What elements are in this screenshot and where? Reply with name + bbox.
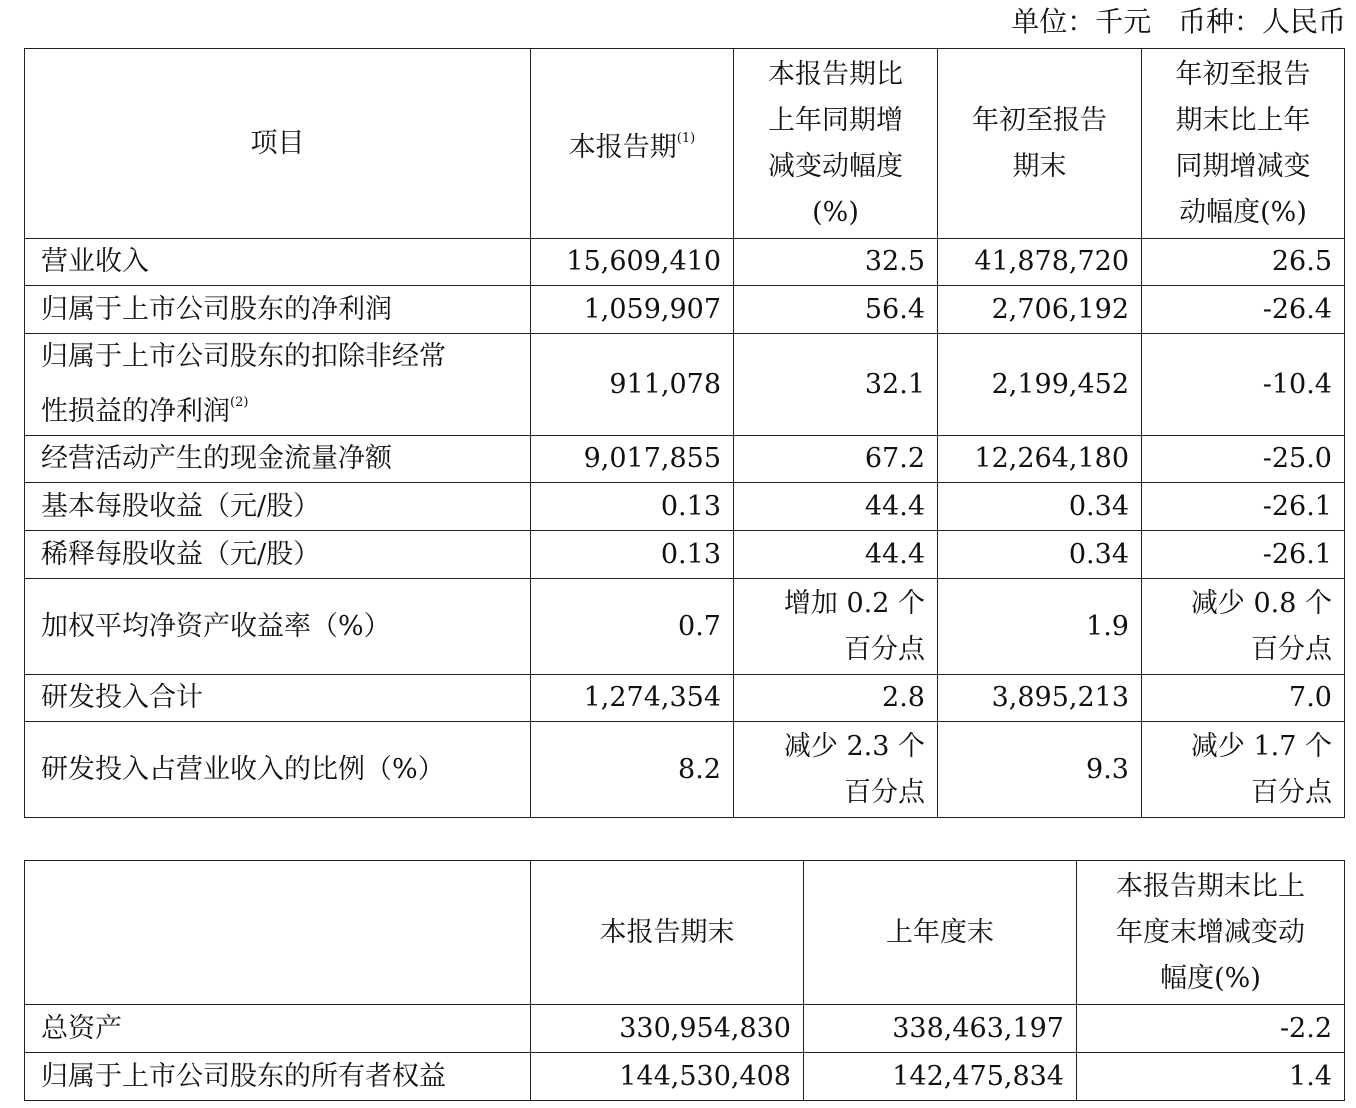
unit-currency-line: 单位：千元 币种：人民币 (1011, 5, 1346, 38)
current-value: 0.13 (531, 483, 734, 531)
row-label: 基本每股收益（元/股） (25, 483, 531, 531)
header-yoy-change: 本报告期比 上年同期增 减变动幅度 (%) (734, 49, 938, 239)
ytd-value: 2,199,452 (938, 334, 1142, 436)
balance-sheet-summary-table (24, 860, 1345, 1101)
yoy-value: 67.2 (734, 436, 938, 483)
ytd-value: 12,264,180 (938, 436, 1142, 483)
ytd-value: 9.3 (938, 722, 1142, 818)
change-value: 1.4 (1077, 1053, 1345, 1101)
ytd-value: 0.34 (938, 531, 1142, 579)
ytd-change-value: 26.5 (1142, 239, 1345, 286)
prior-year-end-value: 338,463,197 (804, 1005, 1077, 1053)
yoy-value: 44.4 (734, 483, 938, 531)
row-label: 营业收入 (25, 239, 531, 286)
footnote-marker: (2) (230, 395, 249, 410)
current-value: 0.7 (531, 579, 734, 675)
table-header-row (25, 49, 1345, 239)
table-row (25, 286, 1345, 334)
ytd-change-value: -26.4 (1142, 286, 1345, 334)
table-row (25, 675, 1345, 722)
period-end-value: 144,530,408 (531, 1053, 804, 1101)
yoy-value: 32.5 (734, 239, 938, 286)
row-label: 研发投入占营业收入的比例（%） (25, 722, 531, 818)
header-change: 本报告期末比上 年度末增减变动 幅度(%) (1077, 861, 1345, 1005)
current-value: 1,059,907 (531, 286, 734, 334)
row-label: 稀释每股收益（元/股） (25, 531, 531, 579)
row-label: 归属于上市公司股东的所有者权益 (25, 1053, 531, 1101)
row-label: 加权平均净资产收益率（%） (25, 579, 531, 675)
footnote-marker: (1) (676, 131, 696, 146)
ytd-change-value: 7.0 (1142, 675, 1345, 722)
header-ytd: 年初至报告 期末 (938, 49, 1142, 239)
ytd-change-value: -26.1 (1142, 483, 1345, 531)
period-end-value: 330,954,830 (531, 1005, 804, 1053)
header-period-end: 本报告期末 (531, 861, 804, 1005)
ytd-change-value: -26.1 (1142, 531, 1345, 579)
table-row (25, 483, 1345, 531)
ytd-value: 2,706,192 (938, 286, 1142, 334)
current-value: 911,078 (531, 334, 734, 436)
row-label: 经营活动产生的现金流量净额 (25, 436, 531, 483)
table-row (25, 334, 1345, 436)
yoy-value: 44.4 (734, 531, 938, 579)
yoy-value: 增加 0.2 个 百分点 (734, 579, 938, 675)
ytd-value: 41,878,720 (938, 239, 1142, 286)
ytd-value: 0.34 (938, 483, 1142, 531)
prior-year-end-value: 142,475,834 (804, 1053, 1077, 1101)
header-item (25, 861, 531, 1005)
header-prior-year-end: 上年度末 (804, 861, 1077, 1005)
change-value: -2.2 (1077, 1005, 1345, 1053)
yoy-value: 2.8 (734, 675, 938, 722)
table-row (25, 579, 1345, 675)
table-row (25, 531, 1345, 579)
row-label: 研发投入合计 (25, 675, 531, 722)
table-row (25, 239, 1345, 286)
yoy-value: 56.4 (734, 286, 938, 334)
ytd-change-value: 减少 0.8 个 百分点 (1142, 579, 1345, 675)
table-header-row (25, 861, 1345, 1005)
header-item: 项目 (25, 49, 531, 239)
current-value: 1,274,354 (531, 675, 734, 722)
current-value: 0.13 (531, 531, 734, 579)
header-ytd-change: 年初至报告 期末比上年 同期增减变 动幅度(%) (1142, 49, 1345, 239)
row-label: 归属于上市公司股东的扣除非经常 性损益的净利润$^{(2)}$ (25, 334, 531, 436)
yoy-value: 32.1 (734, 334, 938, 436)
table-row (25, 436, 1345, 483)
ytd-change-value: 减少 1.7 个 百分点 (1142, 722, 1345, 818)
current-value: 8.2 (531, 722, 734, 818)
ytd-change-value: -25.0 (1142, 436, 1345, 483)
yoy-value: 减少 2.3 个 百分点 (734, 722, 938, 818)
current-value: 15,609,410 (531, 239, 734, 286)
ytd-value: 3,895,213 (938, 675, 1142, 722)
table-row (25, 1005, 1345, 1053)
ytd-value: 1.9 (938, 579, 1142, 675)
table-row (25, 722, 1345, 818)
row-label: 总资产 (25, 1005, 531, 1053)
key-financial-data-table (24, 48, 1345, 818)
row-label: 归属于上市公司股东的净利润 (25, 286, 531, 334)
table-row (25, 1053, 1345, 1101)
header-current-period: 本报告期$^{(1)}$ (531, 49, 734, 239)
current-value: 9,017,855 (531, 436, 734, 483)
ytd-change-value: -10.4 (1142, 334, 1345, 436)
